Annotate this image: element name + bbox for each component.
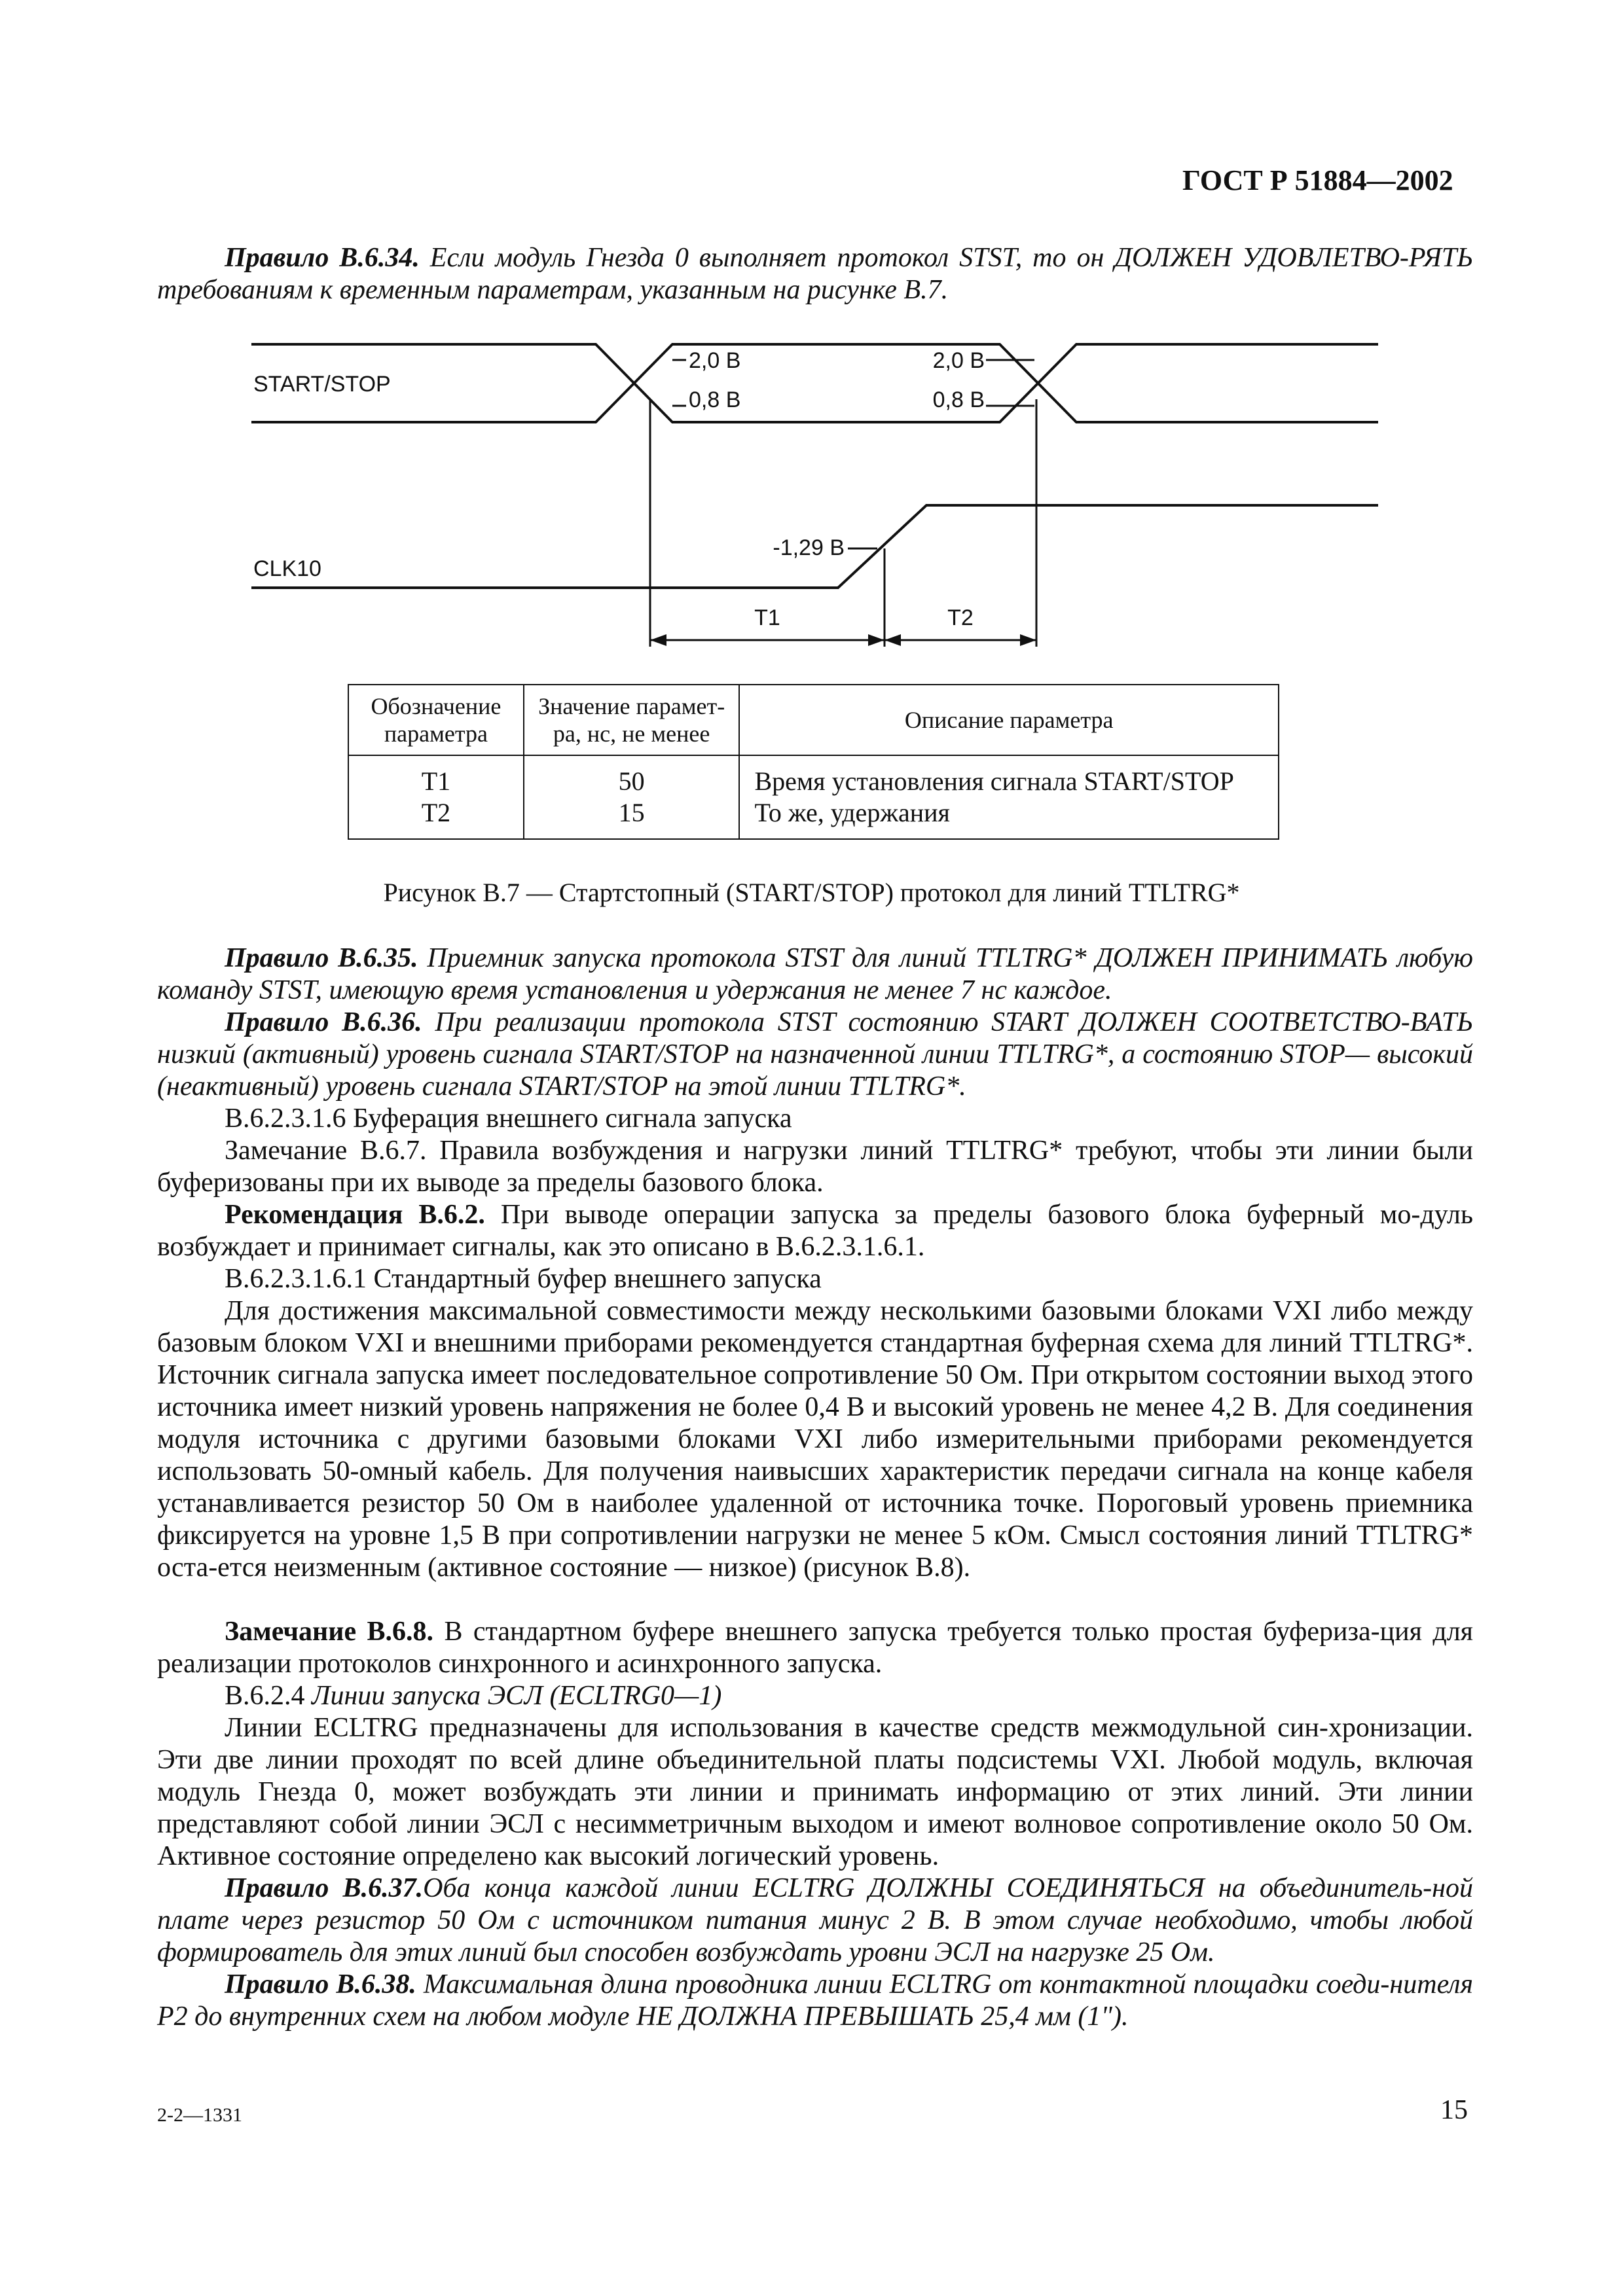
section-heading-b624 xyxy=(157,1680,1473,1712)
table-row xyxy=(348,755,1279,839)
figure-caption: Рисунок В.7 — Стартстопный (START/STOP) протокол для линий TTLTRG* xyxy=(383,878,1240,907)
table-header-cell: Описание параметра xyxy=(739,685,1279,755)
rule-label: Правило В.6.37. xyxy=(225,1873,424,1903)
table-header-cell: Обозначение параметра xyxy=(348,685,524,755)
timing-diagram xyxy=(0,0,1623,661)
table-cell xyxy=(739,755,1279,839)
table-header-cell: Значение парамет-ра, нс, не менее xyxy=(524,685,740,755)
table-cell-value: 15 xyxy=(618,798,645,827)
section-title: Линии запуска ЭСЛ (ECLTRG0—1) xyxy=(312,1681,722,1711)
start-stop-waveform xyxy=(251,344,1378,422)
voltage-label: 2,0 В xyxy=(689,348,741,373)
rule-label: Правило В.6.38. xyxy=(225,1969,416,2000)
arrowhead xyxy=(868,634,884,646)
section-heading-b623161: В.6.2.3.1.6.1 Стандартный буфер внешнего запуска xyxy=(225,1264,822,1294)
page-number: 15 xyxy=(1440,2095,1468,2125)
table-cell-value: Время установления сигнала START/STOP xyxy=(754,766,1234,796)
rule-label: Правило В.6.36. xyxy=(225,1007,422,1037)
paragraph-ecltrg: Линии ECLTRG предназначены для использования в качестве средств межмодульной син-хронизации. Эти две линии проходят по всей длине объединительной платы подсистемы VXI. Любой модуль, включая модуль Гнезда 0, может возбуждать эти линии и принимать информацию от этих линий. Эти линии представляют собой линии ЭСЛ с несимметричным выходом и имеют волновое сопротивление около 50 Ом. Активное состояние определено как высокий логический уровень. xyxy=(157,1713,1473,1871)
document-header: ГОСТ Р 51884—2002 xyxy=(1182,164,1453,196)
parameter-table xyxy=(348,684,1279,840)
footer-code: 2-2—1331 xyxy=(157,2104,242,2126)
table-header-row xyxy=(348,685,1279,755)
time-label-t2: T2 xyxy=(947,605,974,630)
note-label: Замечание В.6.8. xyxy=(225,1617,434,1647)
rule-text: Приемник запуска протокола STST для линий TTLTRG* ДОЛЖЕН ПРИНИМАТЬ любую команду STST, имеющую время установления и удержания не менее 7 нс каждое. xyxy=(157,943,1474,1005)
recommendation-b62 xyxy=(157,1199,1473,1263)
rule-b635 xyxy=(157,942,1473,1007)
signal-label-start-stop: START/STOP xyxy=(253,372,391,397)
recommendation-text: При выводе операции запуска за пределы базового блока буферный мо-дуль возбуждает и принимает сигналы, как это описано в В.6.2.3.1.6.1. xyxy=(157,1200,1474,1262)
rule-b636 xyxy=(157,1007,1473,1103)
voltage-label: 2,0 В xyxy=(932,348,985,373)
table-cell xyxy=(348,755,524,839)
start-stop-waveform-inverse xyxy=(251,344,1378,422)
signal-label-clk10: CLK10 xyxy=(253,556,321,581)
paragraph-buffer: Для достижения максимальной совместимости между несколькими базовыми блоками VXI либо между базовым блоком VXI и внешними приборами рекомендуется стандартная буферная схема для линий TTLTRG*. Источник сигнала запуска имеет последовательное сопротивление 50 Ом. При открытом состоянии выход этого источника имеет низкий уровень напряжения не более 0,4 В и высокий уровень не менее 4,2 В. Для соединения модуля источника с другими базовыми блоками VXI либо измерительными приборами рекомендуется использовать 50-омный кабель. Для получения наивысших характеристик передачи сигнала на конце кабеля устанавливается резистор 50 Ом в наиболее удаленной от источника точке. Пороговый уровень приемника фиксируется на уровне 1,5 В при сопротивлении нагрузки не менее 5 кОм. Смысл состояния линий TTLTRG* оста-ется неизменным (активное состояние — низкое) (рисунок В.8). xyxy=(157,1296,1473,1583)
recommendation-label: Рекомендация В.6.2. xyxy=(225,1200,485,1230)
rule-label: Правило В.6.34. xyxy=(225,243,420,273)
time-label-t1: T1 xyxy=(754,605,780,630)
rule-text: При реализации протокола STST состоянию START ДОЛЖЕН СООТВЕТСТВО-ВАТЬ низкий (активный) уровень сигнала START/STOP на назначенной линии TTLTRG*, а состоянию STOP— высокий (неактивный) уровень сигнала START/STOP на этой линии TTLTRG*. xyxy=(157,1007,1474,1102)
note-text: В стандартном буфере внешнего запуска требуется только простая буфериза-ция для реализации протоколов синхронного и асинхронного запуска. xyxy=(157,1617,1473,1679)
section-number: В.6.2.4 xyxy=(225,1681,312,1711)
table-cell-value: То же, удержания xyxy=(754,798,950,827)
rule-b637 xyxy=(157,1873,1473,1969)
note-b67: Замечание В.6.7. Правила возбуждения и нагрузки линий TTLTRG* требуют, чтобы эти линии были буферизованы при их выводе за пределы базового блока. xyxy=(157,1136,1473,1198)
voltage-label: -1,29 В xyxy=(773,535,845,560)
table-cell-value: T2 xyxy=(421,798,451,827)
rule-text: Если модуль Гнезда 0 выполняет протокол STST, то он ДОЛЖЕН УДОВЛЕТВО-РЯТЬ требованиям к временным параметрам, указанным на рисунке В.7. xyxy=(157,243,1473,305)
rule-text: Максимальная длина проводника линии ECLTRG от контактной площадки соеди-нителя Р2 до внутренних схем на любом модуле НЕ ДОЛЖНА ПРЕВЫШАТЬ 25,4 мм (1"). xyxy=(157,1969,1473,2032)
table-cell xyxy=(524,755,740,839)
rule-text: Оба конца каждой линии ECLTRG ДОЛЖНЫ СОЕДИНЯТЬСЯ на объединитель-ной плате через резистор 50 Ом с источником питания минус 2 В. В этом случае необходимо, чтобы любой формирователь для этих линий был способен возбуждать уровни ЭСЛ на нагрузке 25 Ом. xyxy=(157,1873,1474,1967)
table-cell-value: 50 xyxy=(618,766,645,796)
rule-b638 xyxy=(157,1969,1473,2033)
rule-label: Правило В.6.35. xyxy=(225,943,418,973)
arrowhead xyxy=(884,634,901,646)
section-heading-b62316: В.6.2.3.1.6 Буферация внешнего сигнала запуска xyxy=(225,1103,792,1134)
table-cell-value: T1 xyxy=(421,766,451,796)
arrowhead xyxy=(1020,634,1036,646)
arrowhead xyxy=(650,634,666,646)
voltage-label: 0,8 В xyxy=(689,387,741,412)
voltage-label: 0,8 В xyxy=(932,387,985,412)
note-b68 xyxy=(157,1616,1473,1680)
